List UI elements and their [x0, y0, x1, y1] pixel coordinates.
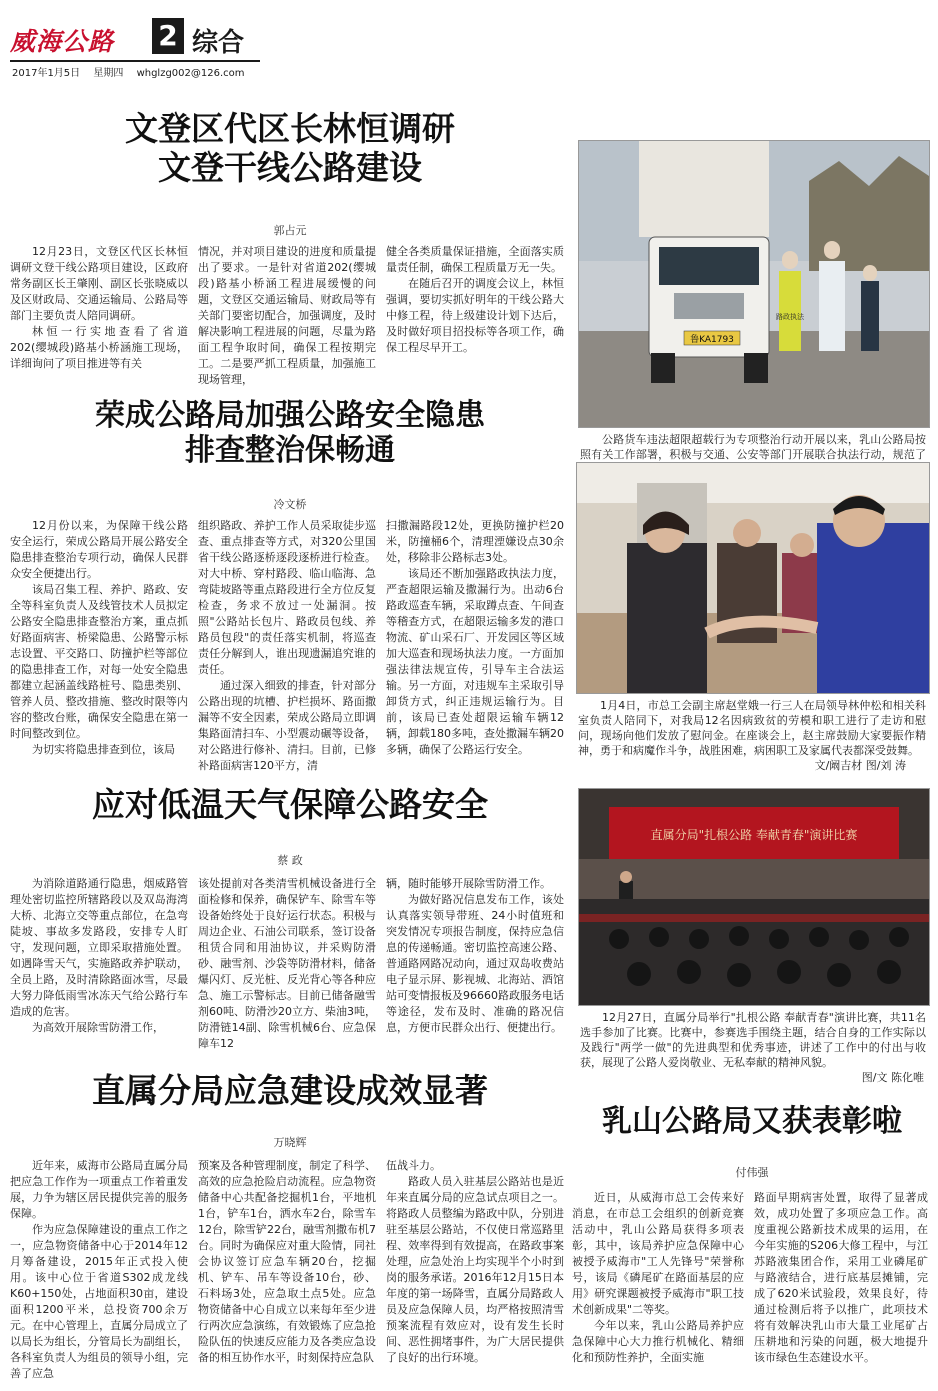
- article-5-col-2: [754, 1190, 928, 1384]
- masthead-rule: [10, 60, 260, 62]
- article-1-col-1: [10, 244, 188, 390]
- photo-speech-contest: [578, 788, 930, 1006]
- article-4-headline: [20, 1072, 560, 1111]
- paragraph: 健全各类质量保证措施，全面落实质量责任制，确保工程质量万无一失。: [386, 245, 564, 274]
- paragraph: 近年来，威海市公路局直属分局把应急工作作为一项重点工作着重发展，力争为辖区居民提供完善的服务保障。: [10, 1159, 188, 1220]
- contest-banner: 直属分局"扎根公路 奉献青春"演讲比赛: [650, 828, 858, 842]
- article-5-col-1: [572, 1190, 744, 1384]
- article-2-byline: 冷文桥: [273, 498, 307, 511]
- issue-date: 2017年1月5日: [12, 68, 81, 79]
- photo-3-credit: 图/文 陈化唯: [861, 1071, 924, 1084]
- contact-email: whglzg002@126.com: [136, 68, 245, 79]
- paragraph: 通过深入细致的排查，针对部分公路出现的坑槽、护栏损坏、路面撒漏等不安全因素，荣成公路局立即调集路面清扫车、小型震动碾等设备，对公路进行修补、清扫。目前，已修补路面病害120平方，清: [198, 679, 376, 772]
- article-3-headline: [20, 786, 560, 825]
- speech-contest-image: [579, 789, 929, 1005]
- headline-line: 直属分局应急建设成效显著: [92, 1071, 488, 1110]
- paragraph: 预案及各种管理制度，制定了科学、高效的应急抢险启动流程。应急物资储备中心共配备挖掘机1台，平地机1台，铲车1台，洒水车2台，除雪车12台，除雪铲22台，融雪剂撒布机7台。同时为确保应对重大险情，同社会协议签订应急车辆20台，挖掘机、铲车、吊车等设备10台，砂、石料场3处，应急取土点5处。应急物资储备中心自成立以来每年至少进行两次应急演练，有效锻炼了应急抢险队伍的快速反应能力及各类应急设备的相互协作水平，时刻保持应急队: [198, 1159, 376, 1364]
- truck-inspection-image: [579, 141, 929, 427]
- headline-line: 乳山公路局又获表彰啦: [602, 1104, 902, 1139]
- masthead-name: 威海公路: [10, 27, 115, 56]
- paragraph: 扫撒漏路段12处，更换防撞护栏20米，防撞桶6个，清理湮嫌设点30余处，移除非公路标志3处。: [386, 519, 564, 564]
- headline-line: 文登区代区长林恒调研: [125, 109, 455, 148]
- headline-line: 文登干线公路建设: [158, 147, 422, 187]
- paragraph: 12月23日，文登区代区长林恒调研文登干线公路项目建设，区政府常务副区长王肇刚、副区长张晓威以及区财政局、交通运输局、公路局等部门主要负责人陪同调研。: [10, 245, 188, 322]
- paragraph: 为高效开展除雪防滑工作，: [32, 1021, 164, 1034]
- photo-3-caption: [580, 1010, 926, 1086]
- officer-vest-label: 路政执法: [776, 313, 804, 321]
- article-2-col-3: [386, 518, 564, 758]
- article-2-col-2: [198, 518, 376, 772]
- paragraph: 12月份以来，为保障干线公路安全运行，荣成公路局开展公路安全隐患排查整治专项行动，确保人民群众安全便捷出行。: [10, 519, 188, 580]
- article-4-col-3: [386, 1158, 564, 1384]
- paragraph: 该局召集工程、养护、路政、安全等科室负责人及线管技术人员拟定公路安全隐患排查整治方案，重点抓好路面病害、桥梁隐患、公路警示标志设置、平交路口、防撞护栏等部位的隐患排查工作，对每一处安全隐患都建立起涵盖线路桩号、隐患类别、管养人员、整改措施、整改时限等内容的整改台账，确保安全隐患在第一时间整改到位。: [10, 583, 188, 740]
- visit-workers-image: [577, 463, 929, 693]
- paragraph: 路面早期病害处置，取得了显著成效，成功处置了多项应急工作。高度重视公路新技术成果的运用，在今年实施的S206大修工程中，与江苏路液集团合作，采用工业磷尾矿与路液结合，进行底基层摊铺，完成了620米试验段，效果良好，待通过检测后将予以推广，此项技术将有效解决乳山市大量工业尾矿占压耕地和污染的问题，极大地提升该市绿色生态建设水平。: [754, 1191, 928, 1364]
- article-4-col-2: [198, 1158, 376, 1384]
- article-3-col-1: [10, 876, 188, 1052]
- article-1-col-3: [386, 244, 564, 390]
- article-3-byline: 蔡 政: [277, 854, 303, 867]
- section-title: 综合: [192, 28, 245, 58]
- paragraph: 情况，并对项目建设的进度和质量提出了要求。一是针对省道202(缨城段)路基小桥涵工程进展缓慢的问题，文登区交通运输局、财政局等有关部门要密切配合，加强调度，及时解决影响工程进展的问题，尽量为路面工程争取时间，确保工程按期完工。二是要严抓工程质量，加强施工现场管理，: [198, 245, 376, 386]
- page-number: 2: [152, 18, 184, 54]
- paragraph: 为做好路况信息发布工作，该处认真落实领导带班、24小时值班和突发情况专项报告制度，保持应急信息的传递畅通。密切监控高速公路、普通路网路况动向，通过双岛收费站电子显示屏、影视城、北海站、酒馆站可变情报板及96660路政服务电话等途径，发布及时、准确的路况信息，方便市民群众出行、便捷出行。: [386, 893, 564, 1034]
- headline-line: 排查整治保畅通: [185, 433, 395, 469]
- paragraph: 该处提前对各类清雪机械设备进行全面检修和保养，确保铲车、除雪车等设备始终处于良好运行状态。积极与周边企业、石油公司联系，签订设备租赁合同和用油协议，并采购防滑砂、融雪剂、沙袋等防滑材料，储备爆闪灯、反光桩、反光背心等各种应急、施工示警标志。目前已储备融雪剂60吨、防滑沙20立方、柴油3吨，防滑链14副、除雪机械6台、应急保障车12: [198, 877, 376, 1050]
- paragraph: 近日，从威海市总工会传来好消息，在市总工会组织的创新竞赛活动中，乳山公路局获得多项表彰，其中，该局养护应急保障中心被授予威海市"工人先锋号"荣誉称号，该局《磷尾矿在路面基层的应用》研究课题被授予威海市"职工技术创新成果"二等奖。: [572, 1191, 744, 1316]
- paragraph: 路政人员入驻基层公路站也是近年来直属分局的应急试点项目之一。将路政人员整编为路政中队，分别进驻至基层公路站，不仅使日常巡路里程、效率得到有效提高，在路政事案处理，应急处治上均实现半个小时到岗的服务承诺。2016年12月15日本年度的第一场降雪，直属分局路政人员及应急保障人员，均严格按照清雪预案流程有效应对，设有发生长时间、恶性拥堵事件，为广大居民提供了良好的出行环境。: [386, 1175, 564, 1364]
- article-1-headline: [20, 110, 560, 188]
- headline-line: 应对低温天气保障公路安全: [92, 785, 488, 824]
- paragraph: 组织路政、养护工作人员采取徒步巡查、重点排查等方式，对320公里国省干线公路逐桥逐段逐桥进行检查。对大中桥、穿村路段、临山临海、急弯陡坡路等重点路段进行全方位反复检查，务求不放过一处漏洞。按照"公路站长包片、路政员包线、养路员包段"的责任落实机制，将巡查责任分解到人，谁出现遗漏追究谁的责任。: [198, 519, 376, 676]
- photo-2-caption: [578, 698, 926, 774]
- paragraph: 该局还不断加强路政执法力度，严查超限运输及撒漏行为。出动6台路政巡查车辆，采取蹲点查、午间查等稽查方式，在超限运输多发的港口物流、矿山采石厂、开发园区等区域加大巡查和现场执法力度。一方面加强法律法规宣传，引导车主合法运输。另一方面，对违规车主采取引导卸货方式，纠正违规运输行为。目前，该局已查处超限运输车辆12辆，卸载180多吨，查处撒漏车辆20多辆，确保了公路运行安全。: [386, 567, 564, 756]
- article-4-byline: 万晓辉: [273, 1136, 307, 1149]
- article-4-col-1: [10, 1158, 188, 1384]
- paragraph: 在随后召开的调度会议上，林恒强调，要切实抓好明年的干线公路大中修工程，待上级建设计划下达后，及时做好项目招投标等各项工作，确保工程尽早开工。: [386, 277, 564, 354]
- photo-visit-workers: [576, 462, 930, 694]
- paragraph: 今年以来，乳山公路局养护应急保障中心大力推行机械化、精细化和预防性养护，全面实施: [572, 1319, 744, 1364]
- paragraph: 伍战斗力。: [386, 1159, 441, 1172]
- article-1-col-2: [198, 244, 376, 390]
- article-2-col-1: [10, 518, 188, 758]
- caption-text: 公路货车违法超限超载行为专项整治行动开展以来，乳山公路局按照有关工作部署，积极与交通、公安等部门开展联合执法行动，规范了: [580, 432, 926, 477]
- headline-line: 荣成公路局加强公路安全隐患: [95, 398, 485, 433]
- photo-2-credit: 文/阚吉材 图/刘 涛: [814, 759, 906, 772]
- paragraph: 为切实将隐患排查到位，该局: [32, 743, 175, 756]
- paragraph: 林恒一行实地查看了省道202(缨城段)路基小桥涵施工现场，详细询问了项目推进等有关: [10, 325, 188, 370]
- article-5-byline: 付伟强: [735, 1166, 769, 1179]
- paragraph: 辆，随时能够开展除雪防滑工作。: [386, 877, 551, 890]
- caption-text: 12月27日，直属分局举行"扎根公路 奉献青春"演讲比赛，共11名选手参加了比赛。比赛中，参赛选手围绕主题，结合自身的工作实际以及践行"两学一做"的先进典型和优秀事迹，讲述了工作中的付出与收获，展现了公路人爱岗敬业、无私奉献的精神风貌。: [580, 1011, 926, 1069]
- issue-weekday: 星期四: [93, 68, 124, 79]
- masthead-meta: [12, 64, 255, 79]
- article-5-headline: [572, 1104, 932, 1139]
- article-1-byline: 郭占元: [273, 224, 307, 237]
- article-3-col-3: [386, 876, 564, 1052]
- photo-truck-inspection: [578, 140, 930, 428]
- truck-plate: 鲁KA1793: [690, 335, 734, 345]
- paragraph: 为消除道路通行隐患，烟威路管理处密切监控所辖路段以及双岛海湾大桥、北海立交等重点部位，在急弯陡坡、事故多发路段，安排专人盯守，发现问题，立即采取措施处置。如遇降雪天气，实施路政养护联动，全员上路，及时清除路面冰雪，尽最大努力降低雨雪冰冻天气给公路行车造成的危害。: [10, 877, 188, 1018]
- article-2-headline: [20, 398, 560, 469]
- article-3-col-2: [198, 876, 376, 1052]
- caption-text: 1月4日，市总工会副主席赵堂娥一行三人在局领导林仲松和相关科室负责人陪同下，对我局12名因病致贫的劳模和职工进行了走访和慰问，现场向他们发放了慰问金。在座谈会上，赵主席鼓励大家要振作精神，勇于和病魔作斗争，战胜困难，病困职工及家属代表都深受鼓舞。: [578, 699, 926, 757]
- paragraph: 作为应急保障建设的重点工作之一，应急物资储备中心于2014年12月筹备建设，2015年正式投入使用。该中心位于省道S302成龙线K60+150处，占地面积30亩，建设面积1200平米，总投资700余万元。在中心管理上，直属分局成立了以局长为组长，分管局长为副组长，各科室负责人为组员的领导小组，完善了应急: [10, 1223, 188, 1380]
